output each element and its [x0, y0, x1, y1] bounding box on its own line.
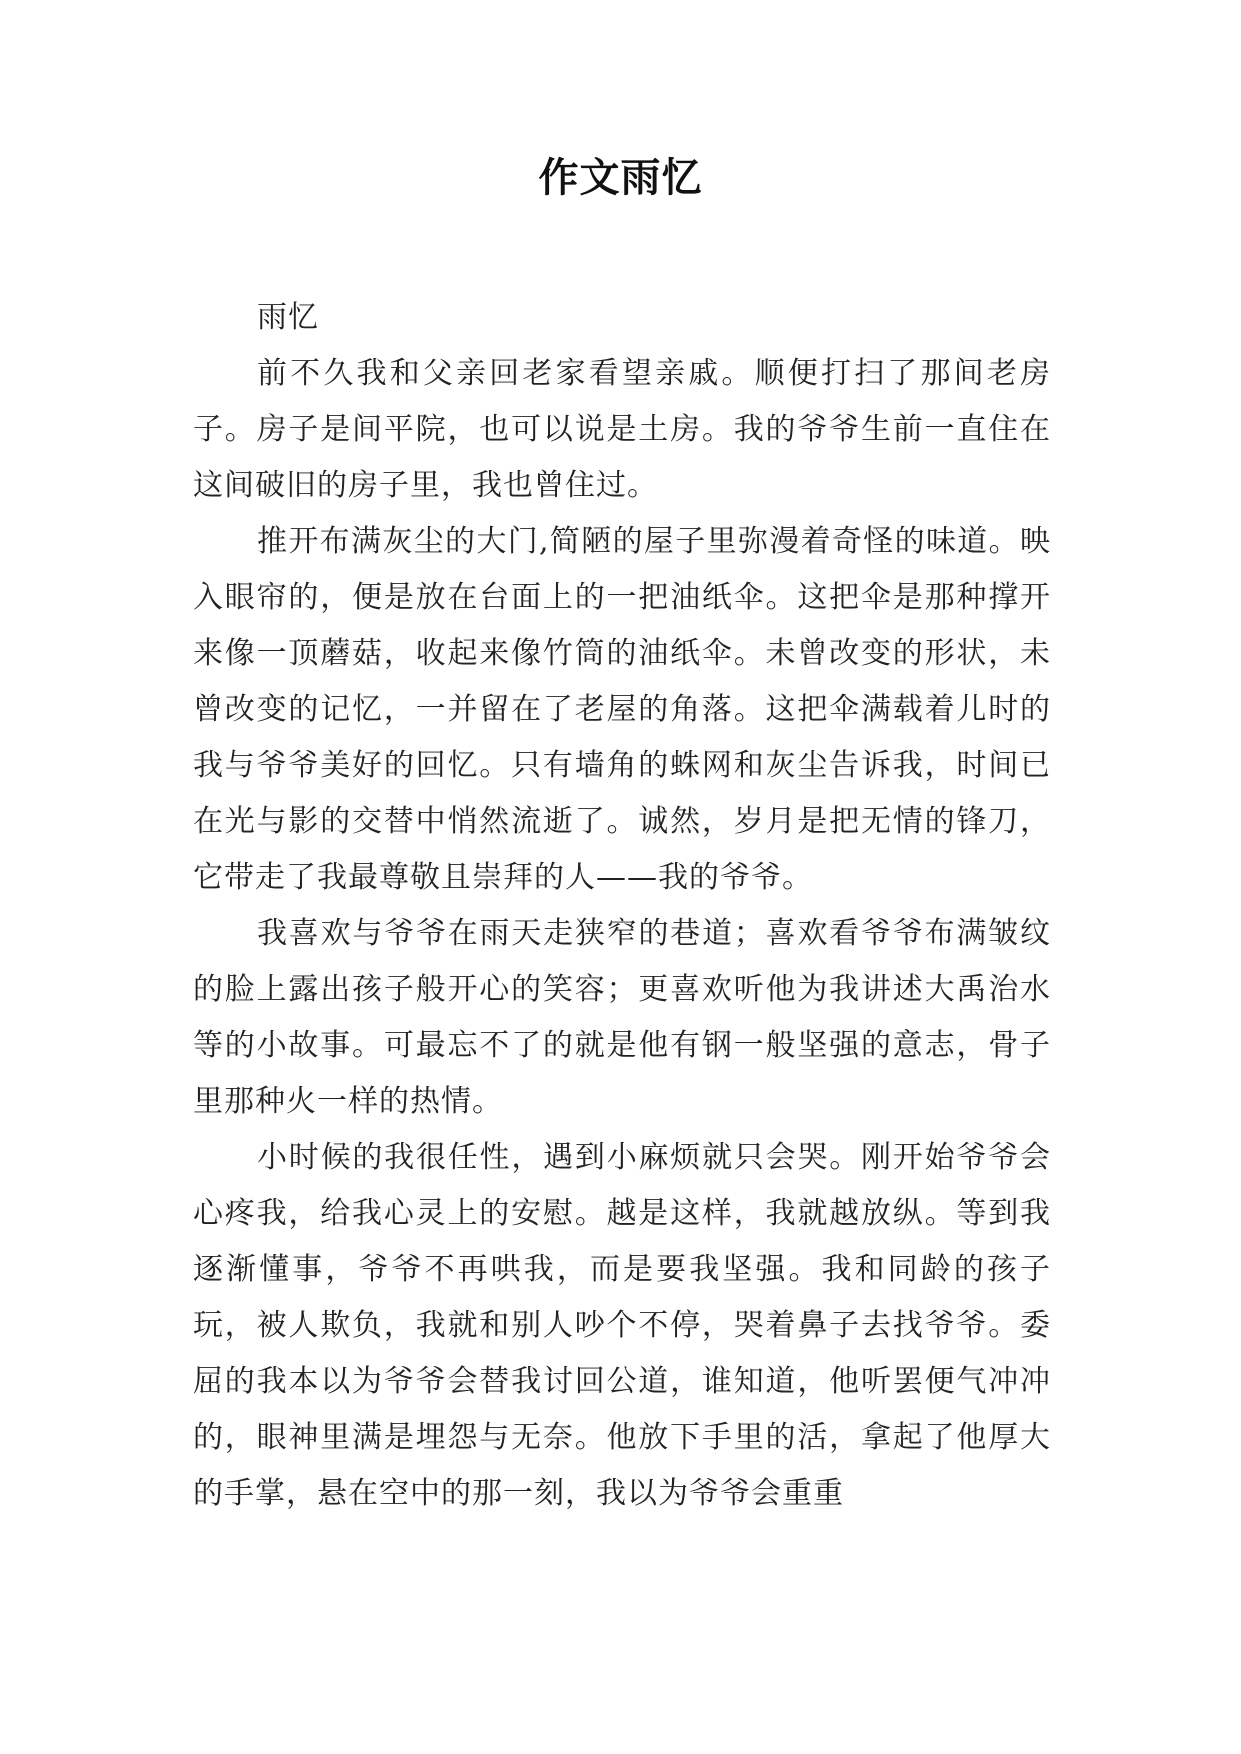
essay-subtitle: 雨忆	[257, 300, 319, 335]
paragraph: 小时候的我很任性，遇到小麻烦就只会哭。刚开始爷爷会心疼我，给我心灵上的安慰。越是这样，我就越放纵。等到我逐渐懂事，爷爷不再哄我，而是要我坚强。我和同龄的孩子玩，被人欺负，我就和别人吵个不停，哭着鼻子去找爷爷。委屈的我本以为爷爷会替我讨回公道，谁知道，他听罢便气冲冲的，眼神里满是埋怨与无奈。他放下手里的活，拿起了他厚大的手掌，悬在空中的那一刻，我以为爷爷会重重	[193, 1140, 1051, 1511]
paragraph: 我喜欢与爷爷在雨天走狭窄的巷道；喜欢看爷爷布满皱纹的脸上露出孩子般开心的笑容；更喜欢听他为我讲述大禹治水等的小故事。可最忘不了的就是他有钢一般坚强的意志，骨子里那种火一样的热情。	[193, 916, 1051, 1119]
paragraph: 前不久我和父亲回老家看望亲戚。顺便打扫了那间老房子。房子是间平院，也可以说是土房。我的爷爷生前一直住在这间破旧的房子里，我也曾住过。	[193, 356, 1051, 503]
paragraph: 推开布满灰尘的大门,简陋的屋子里弥漫着奇怪的味道。映入眼帘的，便是放在台面上的一把油纸伞。这把伞是那种撑开来像一顶蘑菇，收起来像竹筒的油纸伞。未曾改变的形状，未曾改变的记忆，一并留在了老屋的角落。这把伞满载着儿时的我与爷爷美好的回忆。只有墙角的蛛网和灰尘告诉我，时间已在光与影的交替中悄然流逝了。诚然，岁月是把无情的锋刀，它带走了我最尊敬且崇拜的人——我的爷爷。	[193, 524, 1051, 895]
page-title: 作文雨忆	[538, 155, 703, 201]
document-body	[193, 290, 1051, 1522]
